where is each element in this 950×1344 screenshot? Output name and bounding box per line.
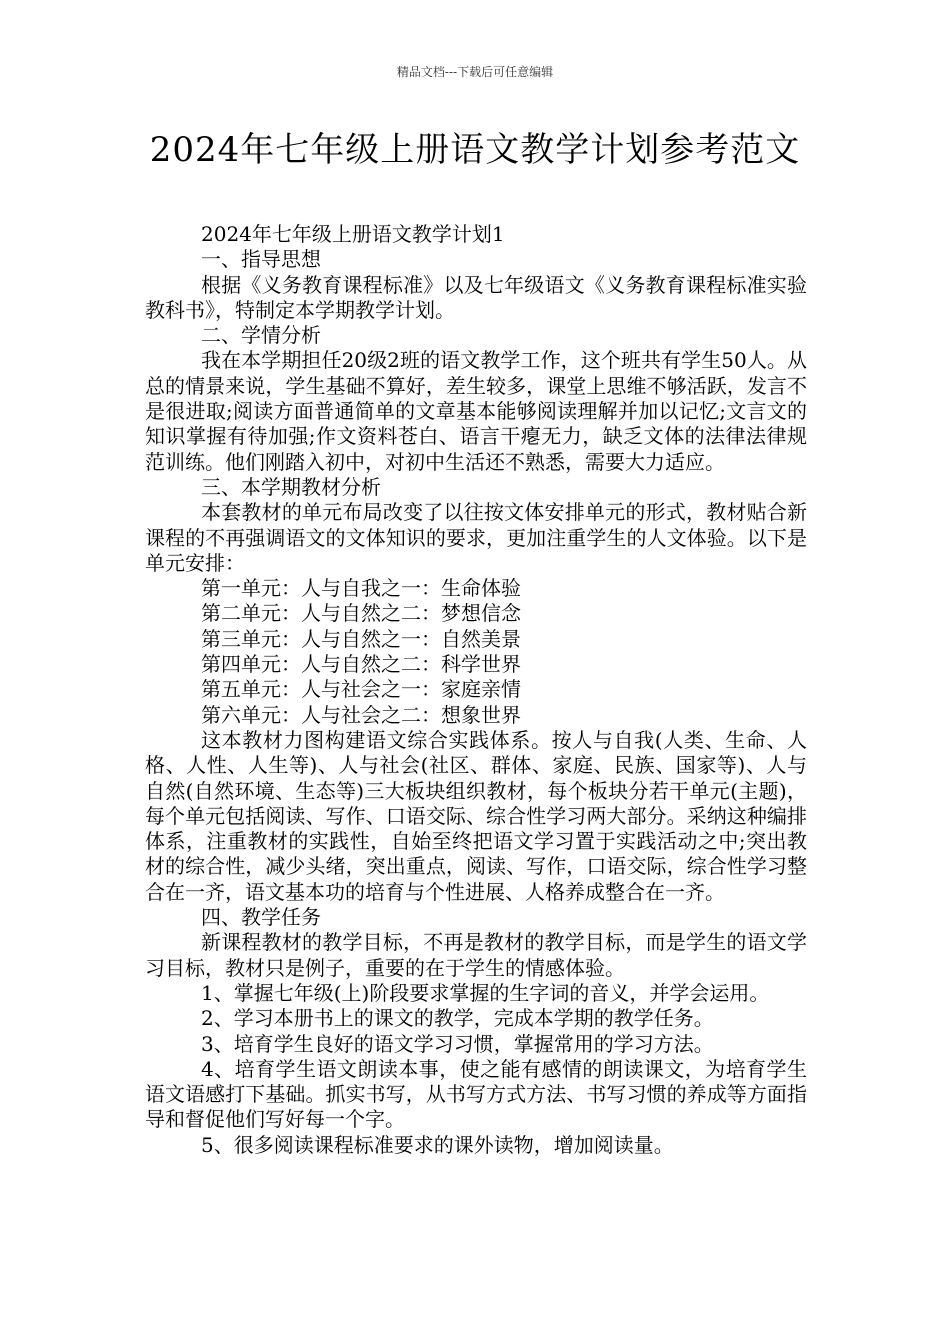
section-subtitle: 2024年七年级上册语文教学计划1: [201, 222, 505, 246]
task-item: 1、掌握七年级(上)阶段要求掌握的生字词的音义，并学会运用。: [201, 980, 770, 1005]
unit-item: 第四单元：人与自然之二：科学世界: [201, 652, 521, 677]
unit-item: 第三单元：人与自然之一：自然美景: [201, 626, 521, 651]
heading-teaching-tasks: 四、教学任务: [201, 905, 321, 930]
heading-textbook-analysis: 三、本学期教材分析: [201, 474, 381, 499]
heading-student-analysis: 二、学情分析: [201, 323, 321, 348]
task-item: 3、培育学生良好的语文学习习惯，掌握常用的学习方法。: [201, 1031, 714, 1056]
task-item: 4、培育学生语文朗读本事，使之能有感情的朗读课文，为培育学生语文语感打下基础。抓实书写，从书写方式方法、书写习惯的养成等方面指导和督促他们写好每一个字。: [145, 1056, 807, 1132]
paragraph-guiding-thought: 根据《义务教育课程标准》以及七年级语文《义务教育课程标准实验教科书》，特制定本学期教学计划。: [145, 272, 807, 322]
unit-item: 第六单元：人与社会之二：想象世界: [201, 702, 521, 727]
paragraph-student-analysis: 我在本学期担任20级2班的语文教学工作，这个班共有学生50人。从总的情景来说，学生基础不算好，差生较多，课堂上思维不够活跃，发言不是很进取;阅读方面普通简单的文章基本能够阅读理解并加以记忆;文言文的知识掌握有待加强;作文资料苍白、语言干瘪无力，缺乏文体的法律法律规范训练。他们刚踏入初中，对初中生活还不熟悉，需要大力适应。: [145, 348, 807, 474]
paragraph-textbook-system: 这本教材力图构建语文综合实践体系。按人与自我(人类、生命、人格、人性、人生等)、人与社会(社区、群体、家庭、民族、国家等)、人与自然(自然环境、生态等)三大板块组织教材，每个板块分若干单元(主题)，每个单元包括阅读、写作、口语交际、综合性学习两大部分。采纳这种编排体系，注重教材的实践性，自始至终把语文学习置于实践活动之中;突出教材的综合性，减少头绪，突出重点，阅读、写作，口语交际，综合性学习整合在一齐，语文基本功的培育与个性进展、人格养成整合在一齐。: [145, 727, 807, 904]
unit-item: 第五单元：人与社会之一：家庭亲情: [201, 677, 521, 702]
task-item: 2、学习本册书上的课文的教学，完成本学期的教学任务。: [201, 1006, 714, 1031]
page-header: 精品文档---下载后可任意编辑: [396, 65, 554, 79]
document-title: 2024年七年级上册语文教学计划参考范文: [149, 130, 801, 170]
paragraph-teaching-goals: 新课程教材的教学目标，不再是教材的教学目标，而是学生的语文学习目标，教材只是例子，重要的在于学生的情感体验。: [145, 930, 807, 980]
paragraph-textbook-analysis: 本套教材的单元布局改变了以往按文体安排单元的形式，教材贴合新课程的不再强调语文的文体知识的要求，更加注重学生的人文体验。以下是单元安排：: [145, 500, 807, 575]
unit-item: 第二单元：人与自然之二：梦想信念: [201, 601, 521, 626]
document-body: [145, 222, 807, 1158]
heading-guiding-thought: 一、指导思想: [201, 247, 321, 272]
unit-item: 第一单元：人与自我之一：生命体验: [201, 576, 521, 601]
task-item: 5、很多阅读课程标准要求的课外读物，增加阅读量。: [201, 1132, 674, 1157]
